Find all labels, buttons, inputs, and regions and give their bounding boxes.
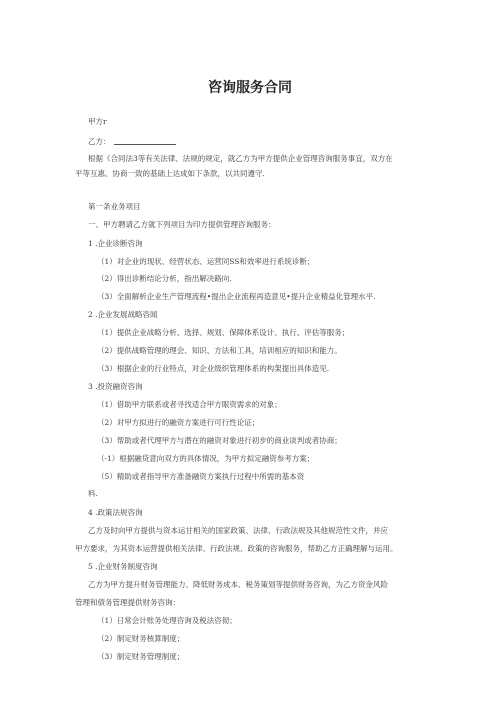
section-title: 4 .政策法规咨询 (88, 508, 143, 517)
list-item: （-1）根据融贷意向双方的具体情况，为甲方拟定融资参考方案； (97, 454, 315, 463)
list-item: （3）帮助或者代理甲方与潜在的融资对象进行初步的商业谈判或者协商； (97, 436, 342, 445)
list-item-cont: 料. (88, 489, 98, 498)
list-item: （2）对甲方拟进行的融资方案进行可行性论证； (97, 418, 260, 427)
intro-paragraph: 根据《合同法3等有关法律、法规的规定，就乙方为甲方提供企业管理咨询服务事宜，双方在 (88, 154, 393, 163)
section-title: 5 .企业财务制度咨询 (88, 562, 158, 571)
paragraph: 乙方为甲方提升财务管理能力、降低财务成本、税务策划等提供财务咨询，为乙方资金风险 (88, 580, 388, 589)
list-item: （1）对企业的现状、经营状态、运营同SS和效率进行系统诊断； (97, 257, 315, 266)
party-a-line: 甲方r (88, 117, 107, 126)
party-b-label: 乙方： (88, 137, 111, 146)
list-item: （5）精助或者指导甲方准备融资方案执行过程中所需的基本资 (97, 472, 305, 481)
list-item: （2）提供战略管理的理会、知识、方法和工具，培训相应的知识和能力。 (97, 346, 342, 355)
party-b-line (88, 136, 176, 147)
list-item: （3）制定财务管理制度； (97, 652, 185, 661)
clause-line: 一、甲方聘请乙方就下列项目为印方提供管理咨询服务： (88, 220, 276, 229)
list-item: （1）提供企业战略分析、选择、规划、保障体系设计、执行、评估等服务； (97, 328, 350, 337)
paragraph: 乙方及时向甲方提供与资本运甘相关的国家政策、法律、行政法规及其他规范性文件，并应 (88, 526, 388, 535)
list-item: （2）得出诊断结论分析，指出解决路向. (97, 274, 232, 283)
section-title: 1 .企业诊断咨询 (88, 239, 143, 248)
list-item: （1）日常会计账务处理咨询及税法咨彻； (97, 616, 237, 625)
document-title: 咨询服务合同 (208, 80, 292, 96)
list-item: （3）全面解析企业生产管理流程•提出企业流程再造意见•提升企业精益化管理水平. (97, 292, 376, 301)
list-item: （3）根据企业的行业特点，对企业级织管理体系的构架提出具体造见. (97, 364, 330, 373)
paragraph-cont: 甲方要求，为其资本运营提供相关法律、行政法规、政策的咨询服务，帮助乙方正确理解与运用。 (75, 544, 398, 553)
list-item: （2）制定财务核算制度； (97, 634, 185, 643)
intro-paragraph-cont: 平等互惠、协商一致的基础上达成如下条款，以共同遵守. (75, 169, 265, 178)
list-item: （1）借助甲方联系或者寻找适合甲方眼资需求的对象； (97, 400, 282, 409)
section-title: 3 .投资融资咨询 (88, 382, 143, 391)
section-title: 2 .企业发展战略咨闻 (88, 310, 158, 319)
paragraph-cont: 管理和债务管理提供财务咨询： (75, 598, 180, 607)
party-b-blank (114, 136, 176, 145)
article-heading: 第一条业务项目 (88, 202, 141, 211)
